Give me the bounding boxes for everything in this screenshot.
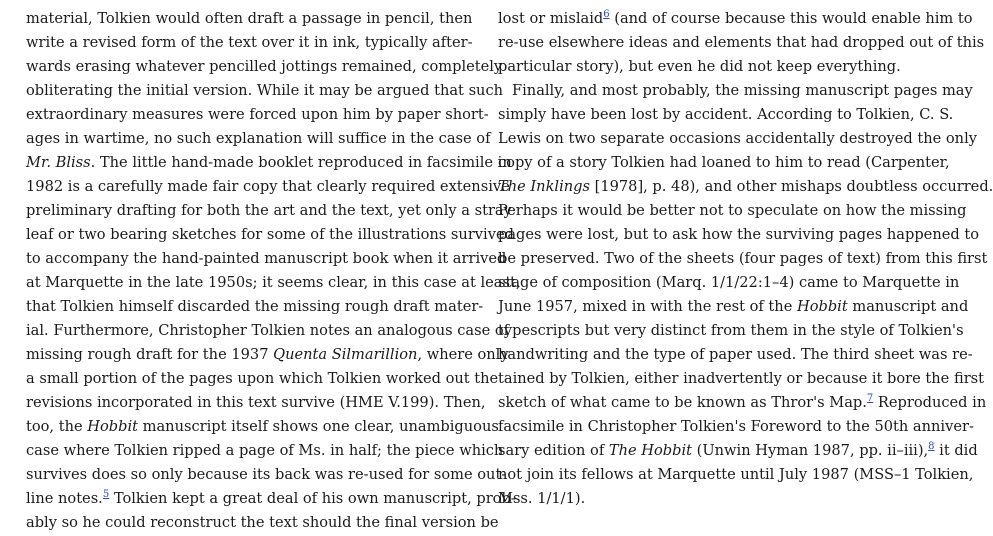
footnote-link-8[interactable]: 8: [928, 441, 935, 452]
text-line: Lewis on two separate occasions accidentally destroyed the only: [498, 130, 977, 147]
text-line: be preserved. Two of the sheets (four pages of text) from this first: [498, 250, 988, 267]
text-run: . The little hand-made booklet reproduced in facsimile in: [90, 154, 512, 171]
italic-title-the-inklings: The Inklings: [498, 178, 590, 195]
text-run: too, the: [26, 418, 88, 435]
text-line: ages in wartime, no such explanation will suffice in the case of: [26, 130, 491, 147]
text-run: it did: [934, 442, 978, 459]
text-line: extraordinary measures were forced upon him by paper short-: [26, 106, 489, 123]
italic-title-quenta-silmarillion: Quenta Silmarillion: [273, 346, 418, 363]
text-line: handwriting and the type of paper used. The third sheet was re-: [498, 346, 973, 363]
text-line: [26, 151, 512, 175]
text-line: leaf or two bearing sketches for some of the illustrations survived: [26, 226, 514, 243]
text-run: sary edition of: [498, 442, 609, 459]
text-line: [26, 343, 509, 367]
text-line: to accompany the hand-painted manuscript book when it arrived: [26, 250, 507, 267]
text-line: [498, 391, 987, 415]
text-run: manuscript and: [847, 298, 969, 315]
text-run: Tolkien kept a great deal of his own manuscript, prob-: [109, 490, 516, 507]
footnote-link-6[interactable]: 6: [603, 9, 610, 20]
text-line: case where Tolkien ripped a page of Ms. in half; the piece which: [26, 442, 504, 459]
text-line: [498, 295, 969, 319]
left-column: [26, 7, 521, 535]
text-line: 1982 is a carefully made fair copy that clearly required extensive: [26, 178, 510, 195]
text-line: tained by Tolkien, either inadvertently or because it bore the first: [498, 370, 985, 387]
text-run: missing rough draft for the 1937: [26, 346, 274, 363]
text-line: Perhaps it would be better not to speculate on how the missing: [498, 202, 967, 219]
italic-title-hobbit: Hobbit: [87, 418, 138, 435]
text-line: [498, 175, 993, 199]
text-line: particular story), but even he did not keep everything.: [498, 58, 901, 75]
text-line: ably so he could reconstruct the text should the final version be: [26, 514, 499, 531]
italic-title-hobbit: Hobbit: [796, 298, 848, 315]
text-line: [26, 415, 499, 439]
text-run: sketch of what came to be known as Thror's Map.: [498, 394, 867, 411]
text-run: Reproduced in: [873, 394, 987, 411]
text-line: Mss. 1/1/1).: [498, 490, 586, 507]
text-line: simply have been lost by accident. According to Tolkien, C. S.: [498, 106, 954, 123]
right-column: [498, 7, 993, 511]
italic-title-the-hobbit: The Hobbit: [608, 442, 693, 459]
text-line: stage of composition (Marq. 1/1/22:1–4) came to Marquette in: [498, 274, 960, 291]
text-run: lost or mislaid: [498, 10, 604, 27]
text-line: obliterating the initial version. While it may be argued that such: [26, 82, 504, 99]
text-line: copy of a story Tolkien had loaned to him to read (Carpenter,: [498, 154, 950, 171]
text-line: that Tolkien himself discarded the missing rough draft mater-: [26, 298, 484, 315]
italic-title-mr-bliss: Mr. Bliss: [26, 154, 91, 171]
footnote-link-7[interactable]: 7: [866, 393, 874, 404]
text-run: June 1957, mixed in with the rest of the: [498, 298, 797, 315]
text-run: , where only: [417, 346, 509, 363]
text-line: facsimile in Christopher Tolkien's Foreword to the 50th anniver-: [498, 418, 974, 435]
text-line: [26, 487, 516, 511]
text-line: typescripts but very distinct from them in the style of Tolkien's: [498, 322, 964, 339]
text-line: ial. Furthermore, Christopher Tolkien notes an analogous case of: [26, 322, 510, 339]
text-line: survives does so only because its back was re-used for some out-: [26, 466, 507, 483]
text-line: at Marquette in the late 1950s; it seems clear, in this case at least,: [26, 274, 521, 291]
text-line: pages were lost, but to ask how the surviving pages happened to: [498, 226, 979, 243]
text-line: not join its fellows at Marquette until July 1987 (MSS–1 Tolkien,: [498, 466, 974, 483]
text-run: (Unwin Hyman 1987, pp. ii–iii),: [692, 442, 929, 459]
text-line: revisions incorporated in this text survive (HME V.199). Then,: [26, 394, 486, 411]
text-line: wards erasing whatever pencilled jottings remained, completely: [26, 58, 503, 75]
text-run: (and of course because this would enable him to: [609, 10, 973, 27]
text-line: re-use elsewhere ideas and elements that had dropped out of this: [498, 34, 985, 51]
text-line: [498, 7, 973, 31]
text-run: [1978], p. 48), and other mishaps doubtless occurred.: [589, 178, 993, 195]
paragraph-start-line: Finally, and most probably, the missing manuscript pages may: [512, 82, 973, 99]
text-line: preliminary drafting for both the art and the text, yet only a stray: [26, 202, 512, 219]
text-line: material, Tolkien would often draft a passage in pencil, then: [26, 10, 473, 27]
text-line: [498, 439, 978, 463]
text-line: a small portion of the pages upon which Tolkien worked out the: [26, 370, 499, 387]
footnote-link-5[interactable]: 5: [102, 489, 110, 500]
text-line: write a revised form of the text over it in ink, typically after-: [26, 34, 473, 51]
text-run: line notes.: [26, 490, 103, 507]
text-run: manuscript itself shows one clear, unambiguous: [138, 418, 499, 435]
